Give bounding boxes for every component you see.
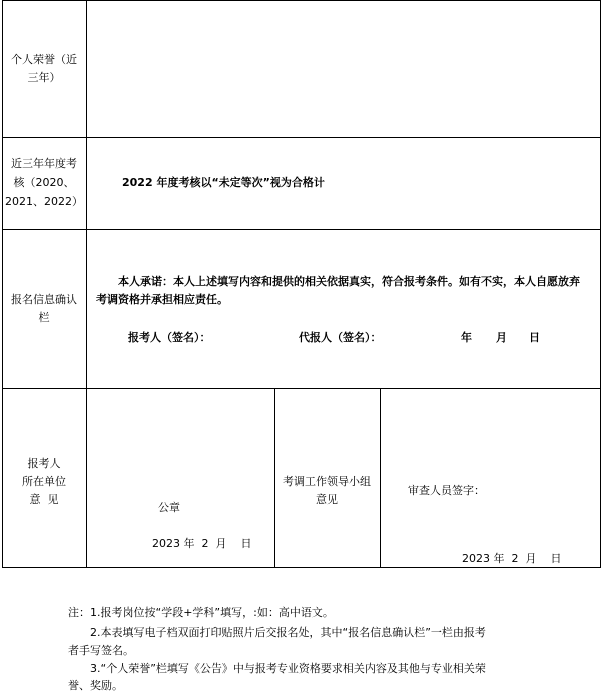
promise-line2: 考调资格并承担相应责任。	[96, 293, 228, 306]
note-line-3: 者手写签名。	[68, 644, 134, 657]
honors-label-line1: 个人荣誉（近	[11, 53, 77, 66]
reviewer-signature-label: 审查人员签字：	[408, 484, 485, 497]
assessment-label-line3: 2021、2022）	[5, 195, 83, 208]
leader-group-label-line1: 考调工作领导小组	[283, 475, 371, 488]
proxy-signature-label: 代报人（签名）：	[299, 331, 382, 344]
note-line-1: 注：1.报考岗位按“学段+学科”填写，:如：高中语文。	[68, 606, 334, 619]
row-divider-2	[2, 229, 601, 230]
note-line-4: 3.“个人荣誉”栏填写《公告》中与报考专业资格要求相关内容及其他与专业相关荣	[90, 662, 486, 675]
confirmation-day: 日	[529, 331, 540, 344]
honors-label-line2: 三年）	[27, 71, 61, 84]
confirmation-year: 年	[461, 331, 472, 344]
assessment-content: 2022 年度考核以“未定等次”视为合格计	[122, 176, 325, 189]
confirmation-month: 月	[496, 331, 507, 344]
unit-seal-label: 公章	[158, 501, 180, 514]
opinion-divider-2	[380, 388, 381, 568]
label-column-divider	[86, 0, 87, 568]
row-divider-1	[2, 137, 601, 138]
table-top-border	[2, 0, 601, 1]
confirmation-label-line2: 栏	[38, 311, 50, 324]
reviewer-date: 2023 年 2 月 日	[462, 552, 562, 565]
note-line-2: 2.本表填写电子档双面打印贴照片后交报名处，其中“报名信息确认栏”一栏由报考	[90, 626, 486, 639]
unit-opinion-label-line1: 报考人	[27, 457, 61, 470]
confirmation-label-line1: 报名信息确认	[11, 293, 77, 306]
leader-group-label-line2: 意见	[316, 493, 338, 506]
applicant-signature-label: 报考人（签名）：	[128, 331, 211, 344]
assessment-label-line1: 近三年年度考	[11, 157, 77, 170]
note-line-5: 誉、奖励。	[68, 679, 123, 692]
promise-line1: 本人承诺：本人上述填写内容和提供的相关依据真实，符合报考条件。如有不实，本人自愿放弃	[118, 275, 580, 288]
unit-opinion-label-line3: 意 见	[29, 493, 59, 506]
unit-opinion-label-line2: 所在单位	[22, 475, 66, 488]
row-divider-3	[2, 388, 601, 389]
assessment-label-line2: 核（2020、	[13, 176, 75, 189]
unit-opinion-date: 2023 年 2 月 日	[152, 537, 252, 550]
